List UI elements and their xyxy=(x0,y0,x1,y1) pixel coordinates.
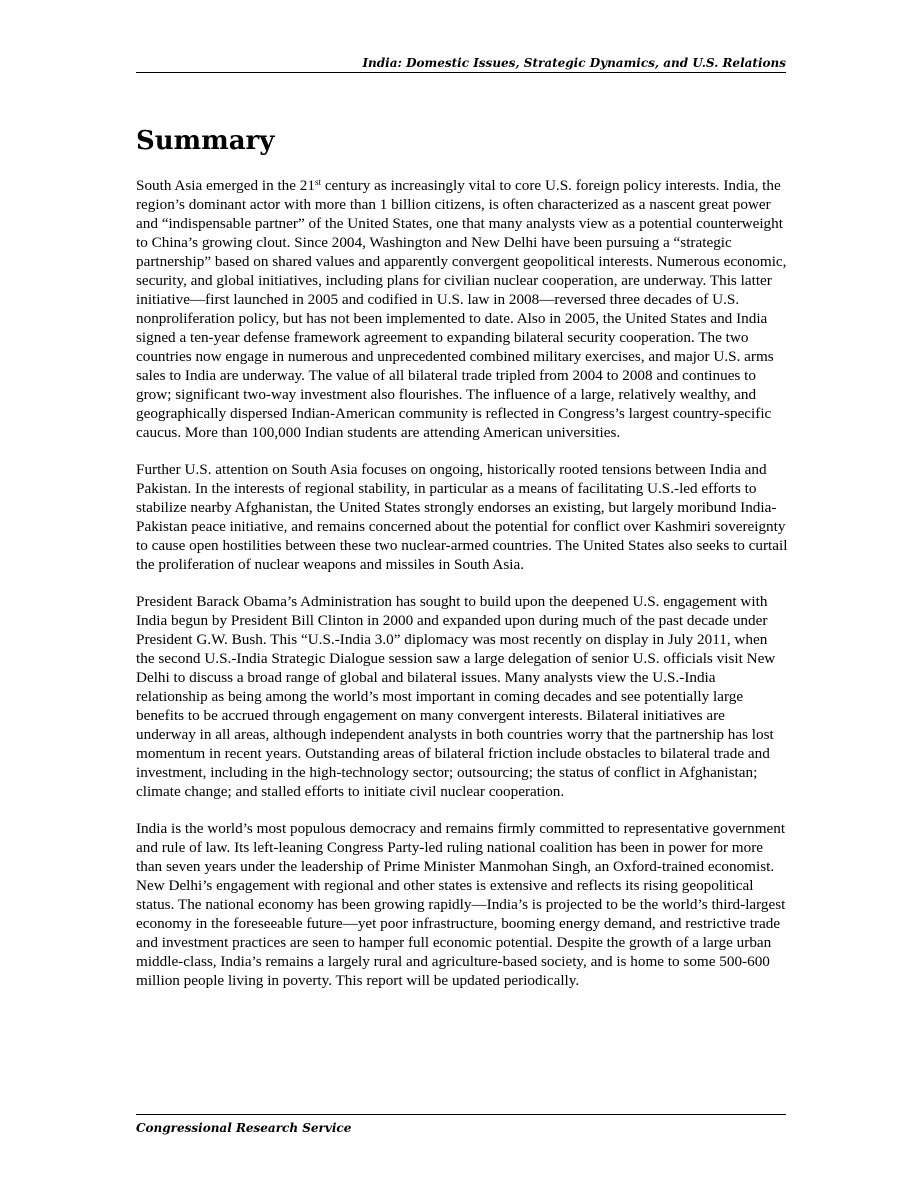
summary-paragraph-2: Further U.S. attention on South Asia focuses on ongoing, historically rooted tensions between India and Pakistan. In the interests of regional stability, in particular as a means of facilitating U.S.-led efforts to stabilize nearby Afghanistan, the United States strongly endorses an existing, but largely moribund India-Pakistan peace initiative, and remains concerned about the potential for conflict over Kashmiri sovereignty to cause open hostilities between these two nuclear-armed countries. The United States also seeks to curtail the proliferation of nuclear weapons and missiles in South Asia. xyxy=(136,461,788,573)
ordinal-superscript: st xyxy=(315,177,322,187)
footer-publisher: Congressional Research Service xyxy=(136,1121,352,1135)
summary-paragraph-1 xyxy=(136,176,788,442)
summary-paragraph-4: India is the world’s most populous democracy and remains firmly committed to representative government and rule of law. Its left-leaning Congress Party-led ruling national coalition has been in power for more than seven years under the leadership of Prime Minister Manmohan Singh, an Oxford-trained economist. New Delhi’s engagement with regional and other states is extensive and reflects its rising geopolitical status. The national economy has been growing rapidly—India’s is projected to be the world’s third-largest economy in the foreseeable future—yet poor infrastructure, booming energy demand, and restrictive trade and investment practices are seen to hamper full economic potential. Despite the growth of a large urban middle-class, India’s remains a largely rural and agriculture-based society, and is home to some 500-600 million people living in poverty. This report will be updated periodically. xyxy=(136,820,786,989)
paragraph-1-rest: century as increasingly vital to core U.S. foreign policy interests. India, the region’s dominant actor with more than 1 billion citizens, is often characterized as a nascent great power and “indispensable partner” of the United States, one that many analysts view as a potential counterweight to China’s growing clout. Since 2004, Washington and New Delhi have been pursuing a “strategic partnership” based on shared values and apparently convergent geopolitical interests. Numerous economic, security, and global initiatives, including plans for civilian nuclear cooperation, are underway. This latter initiative—first launched in 2005 and codified in U.S. law in 2008—reversed three decades of U.S. nonproliferation policy, but has not been implemented to date. Also in 2005, the United States and India signed a ten-year defense framework agreement to expanding bilateral security cooperation. The two countries now engage in numerous and unprecedented combined military exercises, and major U.S. arms sales to India are underway. The value of all bilateral trade tripled from 2004 to 2008 and continues to grow; significant two-way investment also flourishes. The influence of a large, relatively wealthy, and geographically dispersed Indian-American community is reflected in Congress’s largest country-specific caucus. More than 100,000 Indian students are attending American universities. xyxy=(136,177,787,441)
section-heading: Summary xyxy=(136,126,275,156)
summary-body xyxy=(136,176,788,1008)
running-footer xyxy=(136,1114,786,1136)
running-header xyxy=(136,56,786,73)
running-header-title: India: Domestic Issues, Strategic Dynamics, and U.S. Relations xyxy=(362,56,786,70)
summary-paragraph-3: President Barack Obama’s Administration has sought to build upon the deepened U.S. engagement with India begun by President Bill Clinton in 2000 and expanded upon during much of the past decade under President G.W. Bush. This “U.S.-India 3.0” diplomacy was most recently on display in July 2011, when the second U.S.-India Strategic Dialogue session saw a large delegation of senior U.S. officials visit New Delhi to discuss a broad range of global and bilateral issues. Many analysts view the U.S.-India relationship as being among the world’s most important in coming decades and see potentially large benefits to be accrued through engagement on many convergent interests. Bilateral initiatives are underway in all areas, although independent analysts in both countries worry that the partnership has lost momentum in recent years. Outstanding areas of bilateral friction include obstacles to bilateral trade and investment, including in the high-technology sector; outsourcing; the status of conflict in Afghanistan; climate change; and stalled efforts to initiate civil nuclear cooperation. xyxy=(136,593,776,800)
paragraph-1-start: South Asia emerged in the 21 xyxy=(136,177,315,194)
